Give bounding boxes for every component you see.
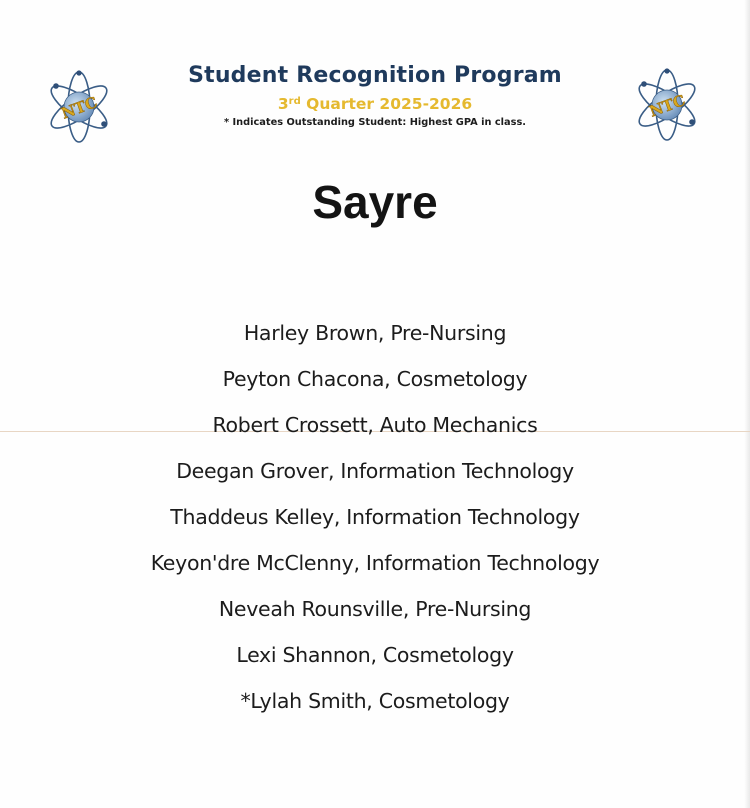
student-list	[0, 313, 750, 727]
quarter-label	[0, 94, 750, 114]
student-item: Thaddeus Kelley, Information Technology	[170, 505, 580, 529]
student-item: Deegan Grover, Information Technology	[176, 459, 574, 483]
school-name: Sayre	[312, 176, 438, 228]
program-title: Student Recognition Program	[188, 63, 562, 88]
student-item: *Lylah Smith, Cosmetology	[240, 689, 510, 713]
student-item: Lexi Shannon, Cosmetology	[236, 643, 514, 667]
student-item: Keyon'dre McClenny, Information Technology	[150, 551, 600, 575]
logo-text: NTC	[646, 91, 688, 121]
quarter-ordinal: 3	[277, 95, 289, 113]
quarter-text: Quarter 2025-2026	[300, 95, 473, 113]
student-item: Peyton Chacona, Cosmetology	[222, 367, 528, 391]
quarter-ordinal-suffix: rd	[288, 96, 301, 107]
logo-text: NTC	[58, 93, 100, 123]
document-header	[0, 62, 750, 130]
student-item: Robert Crossett, Auto Mechanics	[212, 413, 538, 437]
outstanding-student-note: * Indicates Outstanding Student: Highest GPA in class.	[223, 117, 527, 128]
student-item: Harley Brown, Pre-Nursing	[243, 321, 507, 345]
student-item: Neveah Rounsville, Pre-Nursing	[218, 597, 532, 621]
